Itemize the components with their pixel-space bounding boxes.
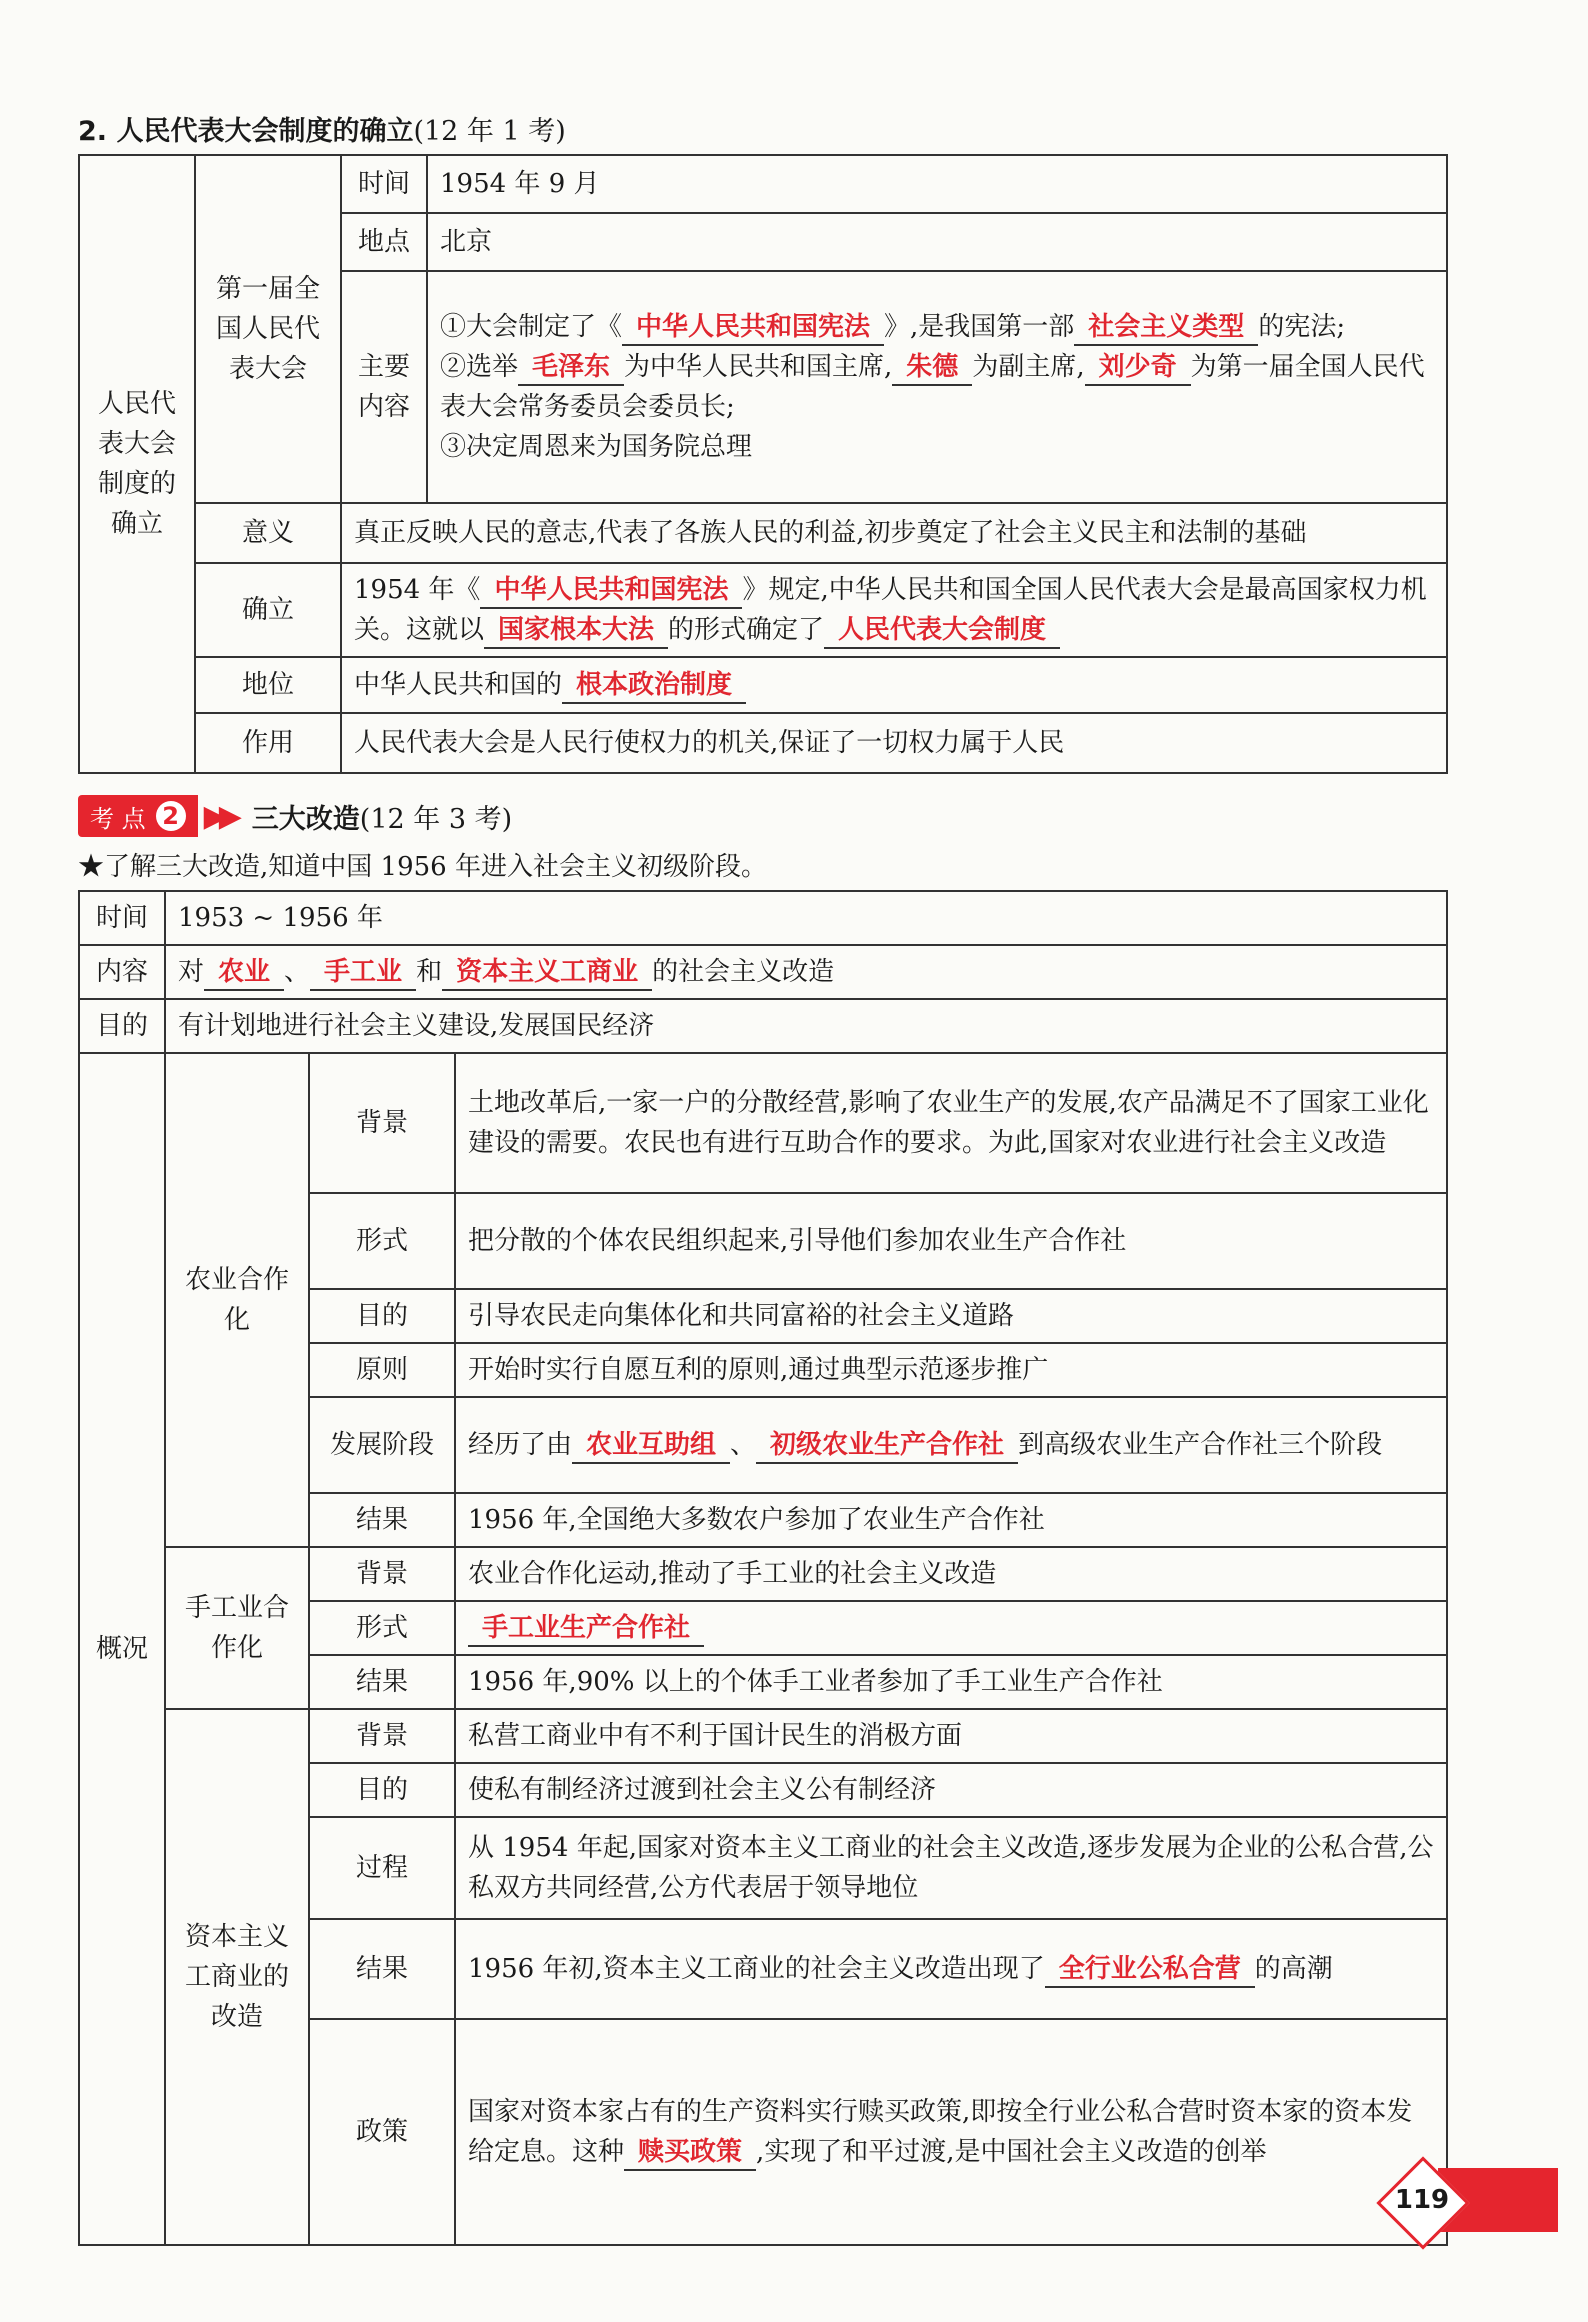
double-arrow-icon: ▶▶ xyxy=(203,798,234,834)
position-label: 地位 xyxy=(195,657,341,713)
reform-content-value: 对 农业 、 手工业 和 资本主义工商业 的社会主义改造 xyxy=(165,945,1447,999)
agri-result-value: 1956 年,全国绝大多数农户参加了农业生产合作社 xyxy=(455,1493,1447,1547)
content-item-2: ②选举 毛泽东 为中华人民共和国主席, 朱德 为副主席, 刘少奇 为第一届全国人民代表大会常务委员会委员长; xyxy=(440,352,1425,422)
congress-table xyxy=(78,154,1448,774)
hand-bg-value: 农业合作化运动,推动了手工业的社会主义改造 xyxy=(455,1547,1447,1601)
agri-result-label: 结果 xyxy=(309,1493,455,1547)
agri-stage-label: 发展阶段 xyxy=(309,1397,455,1493)
content-item-1: ①大会制定了《 中华人民共和国宪法 》,是我国第一部 社会主义类型 的宪法; xyxy=(440,307,1434,347)
hand-bg-label: 背景 xyxy=(309,1547,455,1601)
hand-form-label: 形式 xyxy=(309,1601,455,1655)
place-label: 地点 xyxy=(341,213,427,271)
agri-principle-value: 开始时实行自愿互利的原则,通过典型示范逐步推广 xyxy=(455,1343,1447,1397)
hand-label: 手工业合作化 xyxy=(165,1547,309,1709)
overview-label: 概况 xyxy=(79,1053,165,2245)
hand-result-label: 结果 xyxy=(309,1655,455,1709)
main-content xyxy=(427,271,1447,503)
cap-process-label: 过程 xyxy=(309,1817,455,1919)
establish-value: 1954 年《 中华人民共和国宪法 》规定,中华人民共和国全国人民代表大会是最高国家权力机关。这就以 国家根本大法 的形式确定了 人民代表大会制度 xyxy=(341,563,1447,657)
reform-time-label: 时间 xyxy=(79,891,165,945)
agri-bg-label: 背景 xyxy=(309,1053,455,1193)
cap-purpose-label: 目的 xyxy=(309,1763,455,1817)
cap-policy-label: 政策 xyxy=(309,2019,455,2245)
cap-process-value: 从 1954 年起,国家对资本主义工商业的社会主义改造,逐步发展为企业的公私合营,公私双方共同经营,公方代表居于领导地位 xyxy=(455,1817,1447,1919)
agri-purpose-label: 目的 xyxy=(309,1289,455,1343)
agri-purpose-value: 引导农民走向集体化和共同富裕的社会主义道路 xyxy=(455,1289,1447,1343)
significance-label: 意义 xyxy=(195,503,341,563)
section-title: 2. 人民代表大会制度的确立(12 年 1 考) xyxy=(78,116,566,147)
significance-value: 真正反映人民的意志,代表了各族人民的利益,初步奠定了社会主义民主和法制的基础 xyxy=(341,503,1447,563)
page-number: 119 xyxy=(1394,2185,1450,2215)
content-item-3: ③决定周恩来为国务院总理 xyxy=(440,432,753,462)
place-value: 北京 xyxy=(427,213,1447,271)
agri-bg-value: 土地改革后,一家一户的分散经营,影响了农业生产的发展,农产品满足不了国家工业化建设的需要。农民也有进行互助合作的要求。为此,国家对农业进行社会主义改造 xyxy=(455,1053,1447,1193)
cap-purpose-value: 使私有制经济过渡到社会主义公有制经济 xyxy=(455,1763,1447,1817)
cap-result-label: 结果 xyxy=(309,1919,455,2019)
page-number-tab xyxy=(1378,2168,1558,2232)
reform-content-label: 内容 xyxy=(79,945,165,999)
kaodian-badge: 考 点 2 xyxy=(78,795,198,837)
cap-bg-value: 私营工商业中有不利于国计民生的消极方面 xyxy=(455,1709,1447,1763)
row-header-establishment: 人民代表大会制度的确立 xyxy=(79,155,195,773)
requirement-text: ★了解三大改造,知道中国 1956 年进入社会主义初级阶段。 xyxy=(78,852,767,882)
agri-form-label: 形式 xyxy=(309,1193,455,1289)
reform-purpose-label: 目的 xyxy=(79,999,165,1053)
cap-label: 资本主义工商业的改造 xyxy=(165,1709,309,2245)
agri-form-value: 把分散的个体农民组织起来,引导他们参加农业生产合作社 xyxy=(455,1193,1447,1289)
time-label: 时间 xyxy=(341,155,427,213)
agri-stage-value: 经历了由 农业互助组 、 初级农业生产合作社 到高级农业生产合作社三个阶段 xyxy=(455,1397,1447,1493)
kaodian-title: 三大改造(12 年 3 考) xyxy=(251,803,513,835)
hand-form-value: 手工业生产合作社 xyxy=(455,1601,1447,1655)
reform-time-value: 1953 ~ 1956 年 xyxy=(165,891,1447,945)
cap-policy-value: 国家对资本家占有的生产资料实行赎买政策,即按全行业公私合营时资本家的资本发给定息。这种 赎买政策 ,实现了和平过渡,是中国社会主义改造的创举 xyxy=(455,2019,1447,2245)
congress-label: 第一届全国人民代表大会 xyxy=(195,155,341,503)
agri-principle-label: 原则 xyxy=(309,1343,455,1397)
reform-purpose-value: 有计划地进行社会主义建设,发展国民经济 xyxy=(165,999,1447,1053)
cap-result-value: 1956 年初,资本主义工商业的社会主义改造出现了 全行业公私合营 的高潮 xyxy=(455,1919,1447,2019)
hand-result-value: 1956 年,90% 以上的个体手工业者参加了手工业生产合作社 xyxy=(455,1655,1447,1709)
establish-label: 确立 xyxy=(195,563,341,657)
kaodian-header xyxy=(78,788,1448,844)
page-content xyxy=(78,110,1448,2246)
cap-bg-label: 背景 xyxy=(309,1709,455,1763)
agri-label: 农业合作化 xyxy=(165,1053,309,1547)
role-label: 作用 xyxy=(195,713,341,773)
position-value: 中华人民共和国的 根本政治制度 xyxy=(341,657,1447,713)
content-label: 主要内容 xyxy=(341,271,427,503)
time-value: 1954 年 9 月 xyxy=(427,155,1447,213)
reform-table xyxy=(78,890,1448,2246)
role-value: 人民代表大会是人民行使权力的机关,保证了一切权力属于人民 xyxy=(341,713,1447,773)
